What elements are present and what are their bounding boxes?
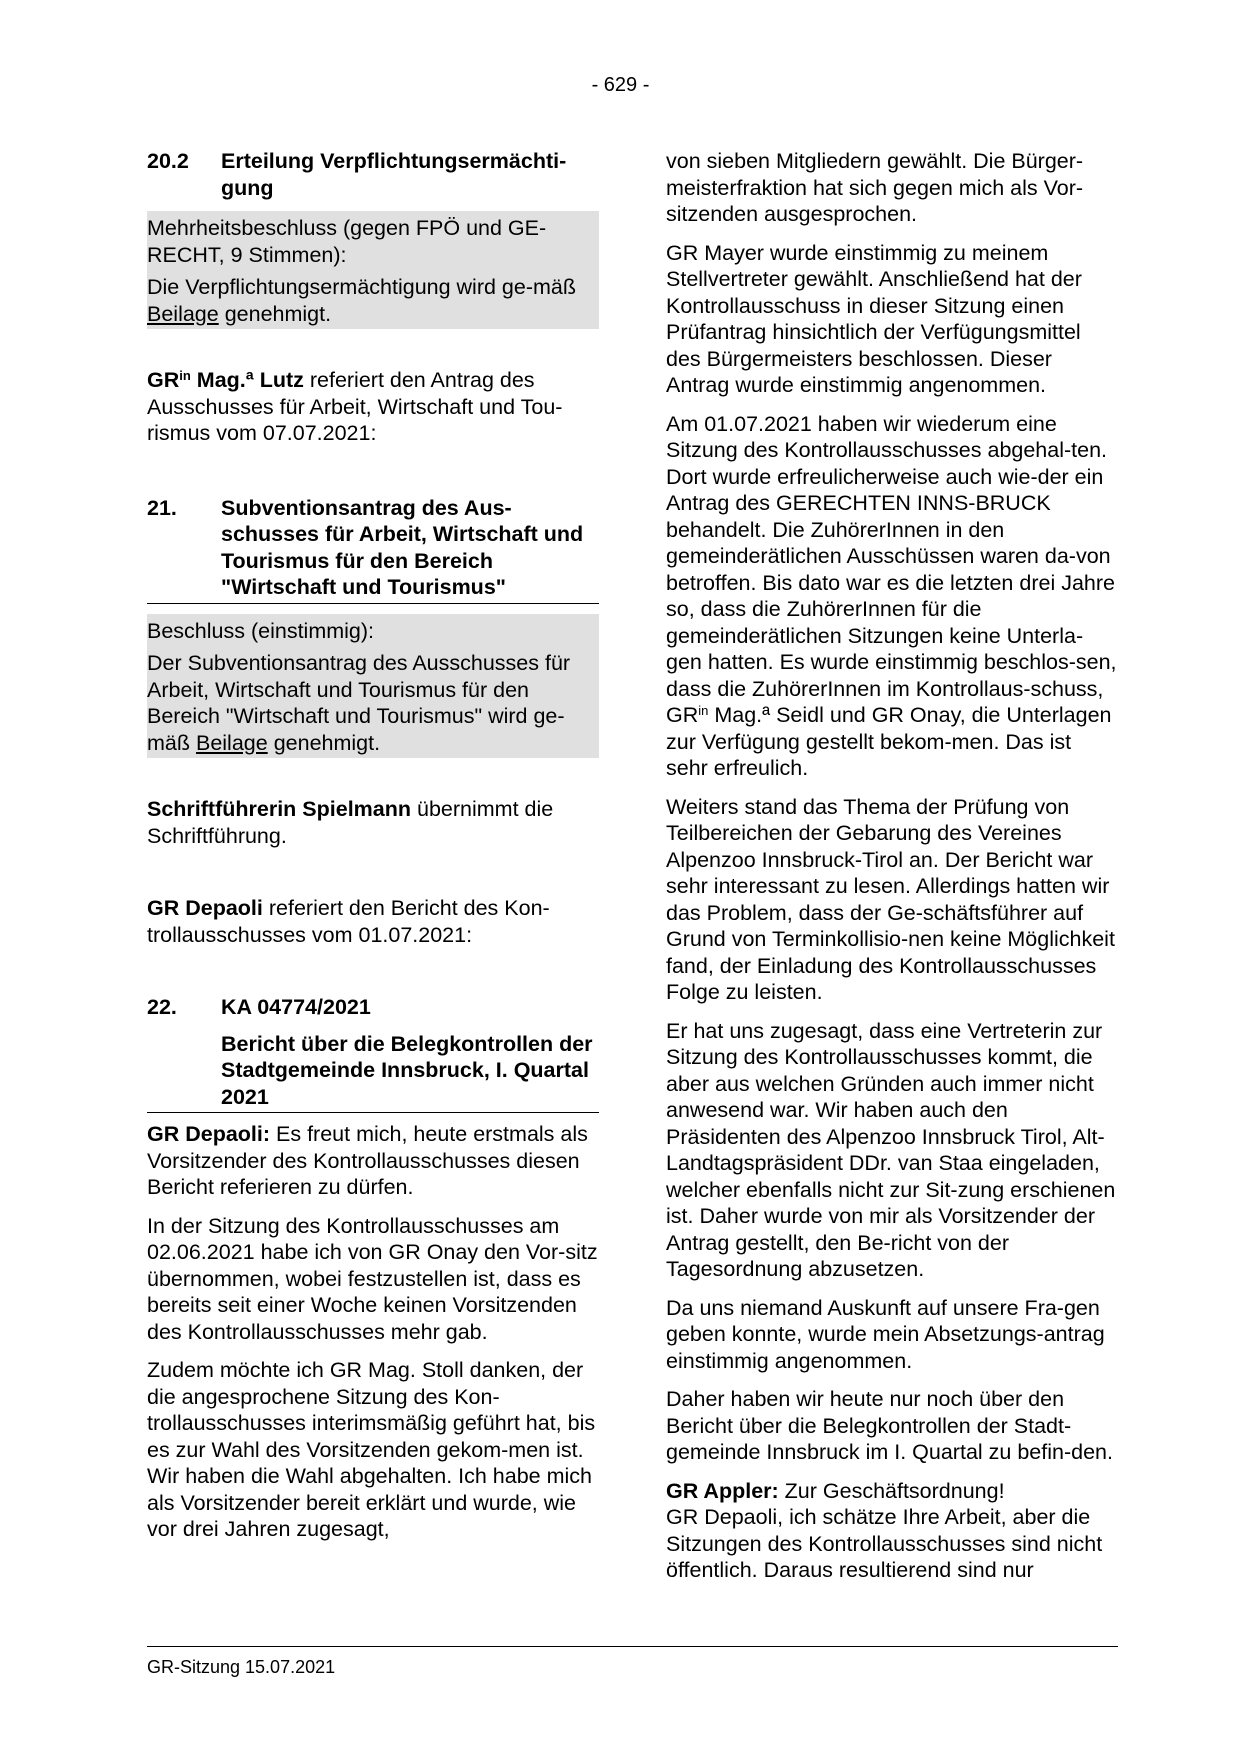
section-21-heading [147, 495, 599, 604]
section-number: 22. [147, 995, 177, 1019]
section-title: Subventionsantrag des Aus-schusses für Arbeit, Wirtschaft und Tourismus für den Bereich "Wirtschaft und Tourismus" [221, 495, 584, 599]
right-column [666, 148, 1118, 1596]
spielmann-note: Schriftführerin Spielmann übernimmt die Schriftführung. [147, 797, 554, 848]
depaoli-speech-2: In der Sitzung des Kontrollausschusses am 02.06.2021 habe ich von GR Onay den Vor-sitz übernommen, wobei festzustellen ist, dass es bereits seit einer Woche keinen Vorsitzenden des Kontrollausschusses mehr gab. [147, 1213, 598, 1344]
right-para-6: Da uns niemand Auskunft auf unsere Fra-gen geben konnte, wurde mein Absetzungs-antrag einstimmig angenommen. [666, 1295, 1105, 1373]
section-20-2-heading [147, 148, 599, 201]
depaoli-speech-3: Zudem möchte ich GR Mag. Stoll danken, der die angesprochene Sitzung des Kon-trollausschusses interimsmäßig geführt hat, bis es zur Wahl des Vorsitzenden gekom-men ist. Wir haben die Wahl abgehalten. Ich habe mich als Vorsitzender bereit erklärt und wurde, wie vor drei Jahren zugesagt, [147, 1358, 596, 1541]
resolution-box-20-2 [147, 211, 599, 329]
right-para-4: Weiters stand das Thema der Prüfung von Teilbereichen der Gebarung des Vereines Alpenzoo Innsbruck-Tirol an. Der Bericht war sehr interessant zu lesen. Allerdings hatten wir das Problem, dass der Ge-schäftsführer auf Grund von Terminkollisio-nen keine Möglichkeit fand, der Einladung des Kontrollausschusses Folge zu leisten. [666, 794, 1115, 1004]
lutz-intro: $GR^{in}$ Mag.ª Lutz referiert den Antrag des Ausschusses für Arbeit, Wirtschaft und Tou-rismus vom 07.07.2021: [147, 368, 563, 445]
left-column [147, 148, 599, 1555]
right-para-1: von sieben Mitgliedern gewählt. Die Bürger-meisterfraktion hat sich gegen mich als Vor-sitzenden ausgesprochen. [666, 149, 1084, 226]
beilage-link[interactable]: Beilage [147, 301, 219, 326]
section-number: 20.2 [147, 149, 189, 173]
right-para-5: Er hat uns zugesagt, dass eine Vertreterin zur Sitzung des Kontrollausschusses kommt, die aber aus welchen Gründen auch immer nicht anwesend war. Wir haben auch den Präsidenten des Alpenzoo Innsbruck Tirol, Alt-Landtagspräsident DDr. van Staa eingeladen, welcher ebenfalls nicht zur Sit-zung erschienen ist. Daher wurde von mir als Vorsitzender der Antrag gestellt, den Be-richt von der Tagesordnung abzusetzen. [666, 1018, 1116, 1281]
depaoli-speech-1: GR Depaoli: Es freut mich, heute erstmals als Vorsitzender des Kontrollausschusses diesen Bericht referieren zu dürfen. [147, 1122, 588, 1199]
resolution-box-21 [147, 614, 599, 759]
section-subtitle: Bericht über die Belegkontrollen der Stadtgemeinde Innsbruck, I. Quartal 2021 [221, 1031, 593, 1109]
depaoli-intro: GR Depaoli referiert den Bericht des Kon-trollausschusses vom 01.07.2021: [147, 896, 550, 947]
section-number: 21. [147, 495, 177, 520]
footer-text: GR-Sitzung 15.07.2021 [147, 1657, 336, 1677]
section-title: Erteilung Verpflichtungsermächti-gung [221, 149, 567, 200]
footer-divider [147, 1646, 1118, 1647]
resolution-type: Mehrheitsbeschluss (gegen FPÖ und GE-RECHT, 9 Stimmen): [147, 216, 547, 267]
right-para-7: Daher haben wir heute nur noch über den Bericht über die Belegkontrollen der Stadt-gemeinde Innsbruck im I. Quartal zu befin-den. [666, 1387, 1113, 1464]
resolution-text: Der Subventionsantrag des Ausschusses für Arbeit, Wirtschaft und Tourismus für den Bereich "Wirtschaft und Tourismus" wird ge-mäß Beilage genehmigt. [147, 651, 571, 755]
resolution-text: Die Verpflichtungsermächtigung wird ge-mäß Beilage genehmigt. [147, 275, 577, 326]
right-para-2: GR Mayer wurde einstimmig zu meinem Stellvertreter gewählt. Anschließend hat der Kontrollausschuss in dieser Sitzung einen Prüfantrag hinsichtlich der Verfügungsmittel des Bürgermeisters beschlossen. Dieser Antrag wurde einstimmig angenommen. [666, 240, 1082, 397]
appler-speech: GR Appler: Zur Geschäftsordnung! GR Depaoli, ich schätze Ihre Arbeit, aber die Sitzungen des Kontrollausschusses sind nicht öffentlich. Daraus resultierend sind nur [666, 1478, 1103, 1582]
page-number: - 629 - [591, 74, 650, 96]
section-title: KA 04774/2021 [221, 995, 371, 1019]
beilage-link[interactable]: Beilage [195, 730, 268, 755]
section-22-heading [147, 994, 599, 1113]
resolution-type: Beschluss (einstimmig): [147, 618, 374, 643]
right-para-3: Am 01.07.2021 haben wir wiederum eine Sitzung des Kontrollausschusses abgehal-ten. Dort wurde erfreulicherweise auch wie-der ein Antrag des GERECHTEN INNS-BRUCK behandelt. Die ZuhörerInnen in den gemeinderätlichen Ausschüssen waren da-von betroffen. Bis dato war es die letzten drei Jahre so, dass die ZuhörerInnen für die gemeinderätlichen Sitzungen keine Unterla-gen hatten. Es wurde einstimmig beschlos-sen, dass die ZuhörerInnen im Kontrollaus-schuss, $GR^{in}$ Mag.ª Seidl und GR Onay, die Unterlagen zur Verfügung gestellt bekom-men. Das ist sehr erfreulich. [666, 411, 1117, 780]
